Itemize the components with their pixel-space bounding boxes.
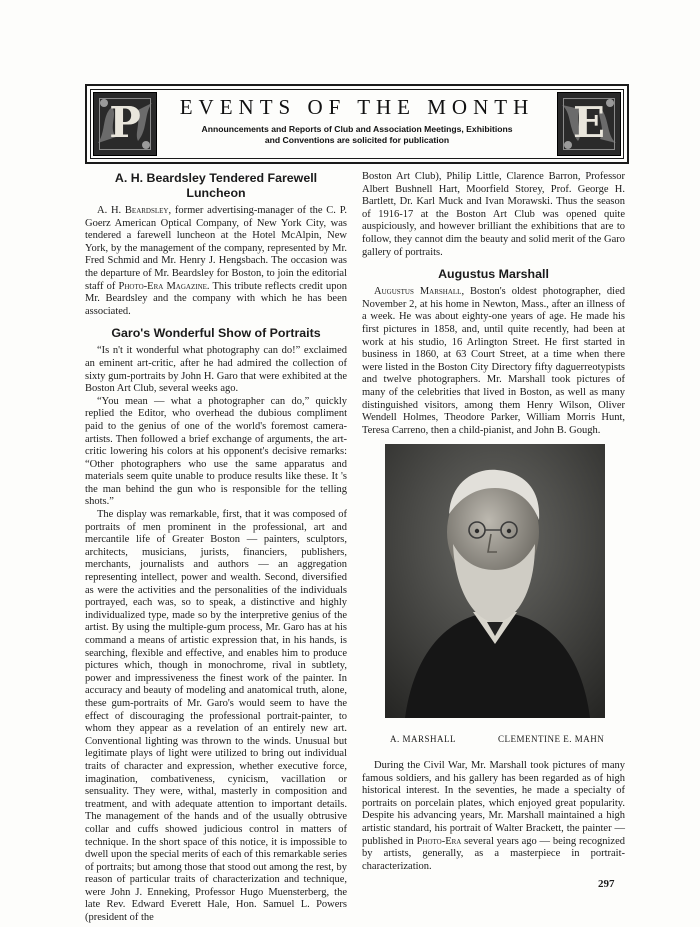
section-header xyxy=(85,84,629,164)
ornament-letter-left: P xyxy=(109,98,141,147)
paragraph: “Is n't it wonderful what photography can do!” exclaimed an eminent art-critic, after he had admired the collection of sixty gum-portraits by John H. Garo that were exhibited at the Boston Art Club, several weeks ago. xyxy=(85,345,347,395)
article-body-marshall: Augustus Marshall, Boston's oldest photographer, died November 2, at his home in Newton, Mass., after an illness of a week. He was about eighty-one years of age. He made his first pictures in 1858, and, until quite recently, had been at work at his studio, 16 Arlington Street. He first started in business in 1860, at 63 Court Street, at a time when there were listed in the Boston City Directory fifty daguerreotypists and twelve photographers. Mr. Marshall took pictures of many of the celebrities that lived in Boston, as well as many distinguished visitors, among them Henry Wilson, Oliver Wendell Holmes, Theodore Parker, William Morris Hunt, Teresa Carreno, then a child-pianist, and John B. Gough. xyxy=(362,286,625,436)
portrait-photo xyxy=(385,444,605,718)
ornamental-initial-icon xyxy=(557,92,621,156)
page-number: 297 xyxy=(598,878,615,890)
photo-caption-subject: A. MARSHALL xyxy=(390,734,457,744)
ornament-letter-right: E xyxy=(572,98,605,147)
article-body-beardsley: A. H. Beardsley, former advertising-manager of the C. P. Goerz American Optical Company, of New York City, was tendered a farewell luncheon at the Hotel McAlpin, New York, by the management of the company, represented by Mr. Fred Schmid and Mr. Henry J. Hengsbach. The occasion was the departure of Mr. Beardsley for Boston, to join the editorial staff of Photo-Era Magazine. This tribute reflects credit upon Mr. Beardsley and the company with which he has been associated. xyxy=(85,205,348,317)
section-title: EVENTS OF THE MONTH xyxy=(179,95,535,119)
left-column xyxy=(85,171,347,925)
subtitle-line-2: and Conventions are solicited for publication xyxy=(264,135,450,145)
article-heading-beardsley: A. H. Beardsley Tendered Farewell Luncheon xyxy=(114,171,318,200)
right-column-lower xyxy=(362,760,625,873)
article-heading-garo: Garo's Wonderful Show of Portraits xyxy=(111,326,321,341)
article-body-marshall-2: During the Civil War, Mr. Marshall took pictures of many famous soldiers, and his gallery has been regarded as of high historical interest. In the seventies, he made a specialty of portraits on porcelain plates, which enjoyed great popularity. Despite his advancing years, Mr. Marshall maintained a high artistic standard, his portrait of Walter Brackett, the painter — published in Photo-Era several years ago — being recognized by artists, generally, as a masterpiece in portrait-characterization. xyxy=(362,760,626,872)
section-subtitle xyxy=(171,124,543,146)
paragraph-continued: Boston Art Club), Philip Little, Clarence Barron, Professor Albert Bushnell Hart, Moorfield Storey, Prof. George H. Bartlett, Dr. Karl Muck and Ivan Morawski. Thus the season of 1916-17 at the Boston Art Club was opened quite auspiciously, and however brilliant the exhibitions that are to follow, they cannot dim the beauty and solid merit of the Garo gallery of portraits. xyxy=(362,171,625,258)
article-heading-marshall: Augustus Marshall xyxy=(438,267,549,282)
paragraph: “You mean — what a photographer can do,” quickly replied the Editor, who overhead the dubious compliment paid to the genius of one of the world's foremost camera-artists. Then followed a brief exchange of arguments, the art-critic lowering his colors at his opponent's decisive remarks: “Other photographers who use the same apparatus and materials seem quite unable to produce results like these. It 's the man behind the gun who is responsible for the telling shots.” xyxy=(85,395,347,508)
subtitle-line-1: Announcements and Reports of Club and Association Meetings, Exhibitions xyxy=(201,124,513,134)
ornamental-initial-icon xyxy=(93,92,157,156)
photo-caption-photographer: CLEMENTINE E. MAHN xyxy=(498,734,605,744)
right-column xyxy=(362,171,625,437)
paragraph: The display was remarkable, first, that it was composed of portraits of men prominent in the professional, art and mercantile life of Greater Boston — painters, sculptors, architects, musicians, jurists, financiers, publishers, merchants, journalists and authors — an aggregation representing intellect, power and wealth. Second, diversified as were the activities and the personalities of the individuals portrayed, each was, so to speak, a distinctive and highly individualized type, made so by the interpretive genius of the artist. By using the multiple-gum process, Mr. Garo has at his command a means of artistic expression that, in his hands, is searching, flexible and effective, and enables him to produce pictures which, though in monochrome, rival in subtlety, power and impressiveness the finest work of the painter. In accuracy and beauty of modeling and anatomical truth, alone, these gum-portraits of Mr. Garo's would seem to have the effect of discouraging the professional portrait-painter, to whom they appear as a revelation of an entirely new art. Conventional lighting was thrown to the winds. Unusual but legitimate plays of light were utilized to bring out individual traits of character and expression, whether executive force, imagination, combativeness, cynicism, vacillation or sensuality. They were, withal, masterly in composition and treatment, and with adequate attention to important details. The management of the hands and of the usually obtrusive collar and cuffs showed judicious control in matters of technique. In the short space of this notice, it is impossible to dwell upon the special merits of each of this remarkable series of portraits; but among those that stood out among the rest, by reason of particular traits of characterization and technique, were John J. Enneking, Professor Hugo Muensterberg, the late Rev. Edward Everett Hale, Hon. Samuel L. Powers (president of the xyxy=(85,509,347,924)
